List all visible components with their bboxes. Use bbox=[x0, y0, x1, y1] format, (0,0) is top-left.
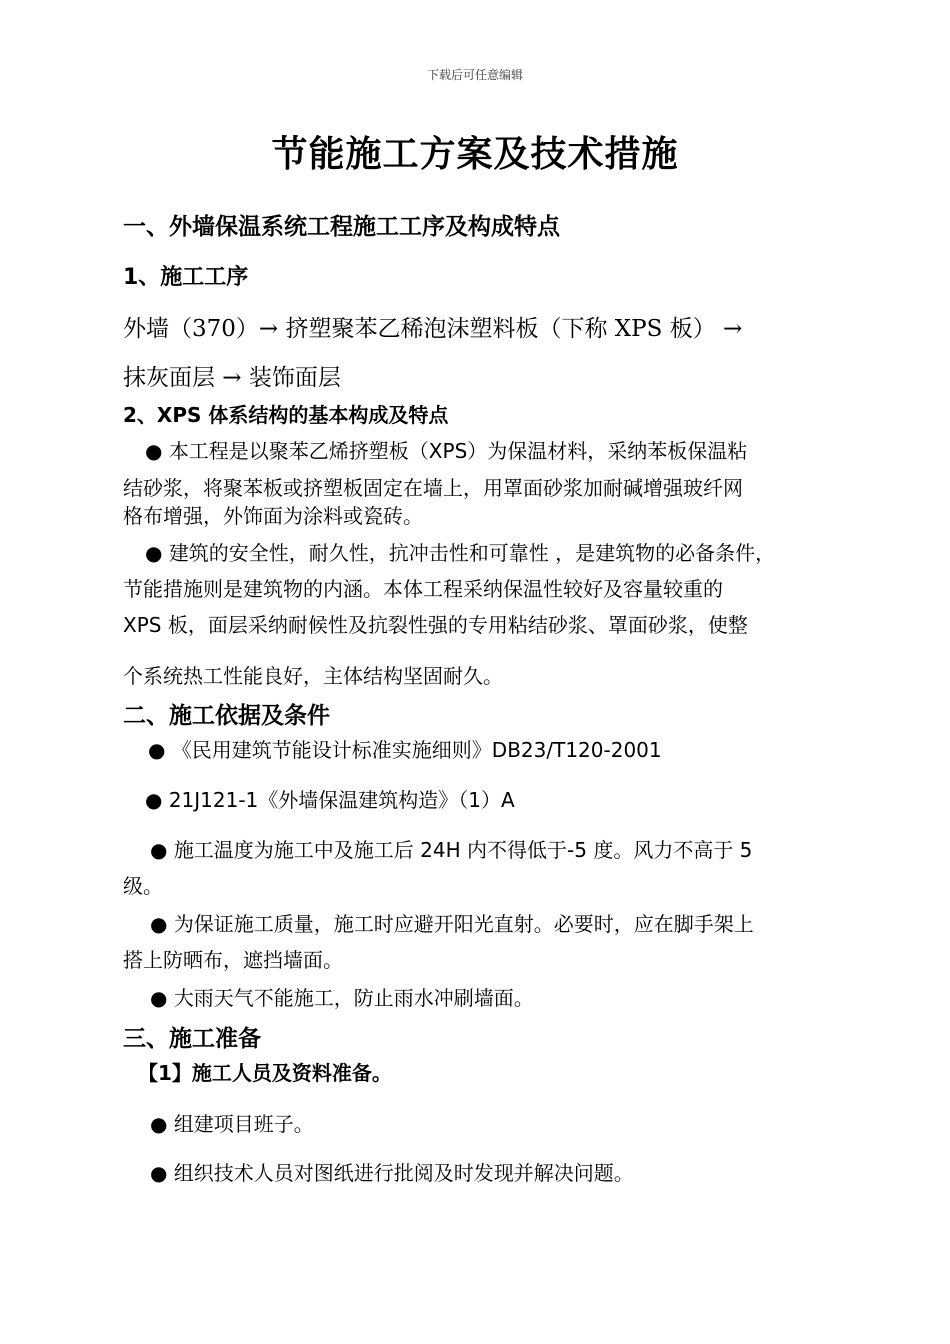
section3-sub1-heading: 【1】施工人员及资料准备。 bbox=[138, 1061, 392, 1085]
basis-item-2 bbox=[145, 784, 515, 813]
process-line-1: 外墙（370）→ 挤塑聚苯乙稀泡沫塑料板（下称 XPS 板） → bbox=[123, 316, 743, 342]
paragraph-2-line-4: 个系统热工性能良好，主体结构坚固耐久。 bbox=[123, 664, 503, 688]
bullet-icon: ● bbox=[145, 439, 163, 463]
basis-item-4-line-2: 搭上防晒布，遮挡墙面。 bbox=[123, 948, 343, 972]
basis-item-1 bbox=[148, 734, 662, 763]
basis-item-3-line-2: 级。 bbox=[123, 874, 163, 898]
header-note: 下载后可任意编辑 bbox=[426, 68, 523, 82]
prep-item-1-text: 组建项目班子。 bbox=[173, 1112, 314, 1136]
paragraph-2-text: 建筑的安全性，耐久性，抗冲击性和可靠性 ，是建筑物的必备条件， bbox=[168, 541, 776, 565]
bullet-icon: ● bbox=[150, 1112, 168, 1136]
basis-item-5-text: 大雨天气不能施工，防止雨水冲刷墙面。 bbox=[173, 986, 534, 1010]
document-title: 节能施工方案及技术措施 bbox=[271, 134, 679, 175]
paragraph-2-line-1 bbox=[145, 537, 775, 566]
bullet-icon: ● bbox=[150, 1161, 168, 1185]
bullet-icon: ● bbox=[150, 838, 168, 862]
prep-item-2 bbox=[150, 1157, 634, 1186]
paragraph-1-line-1 bbox=[145, 435, 747, 464]
prep-item-2-text: 组织技术人员对图纸进行批阅及时发现并解决问题。 bbox=[173, 1161, 634, 1185]
bullet-icon: ● bbox=[148, 738, 166, 762]
paragraph-1-line-2: 结砂浆，将聚苯板或挤塑板固定在墙上，用罩面砂浆加耐碱增强玻纤网 bbox=[123, 476, 743, 500]
paragraph-1-line-3: 格布增强，外饰面为涂料或瓷砖。 bbox=[123, 504, 423, 528]
basis-item-3-text: 施工温度为施工中及施工后 24H 内不得低于-5 度。风力不高于 5 bbox=[173, 838, 753, 862]
section1-heading: 一、外墙保温系统工程施工工序及构成特点 bbox=[123, 214, 560, 240]
basis-item-2-text: 21J121-1《外墙保温建筑构造》（1）A bbox=[168, 788, 515, 812]
section2-heading: 二、施工依据及条件 bbox=[123, 703, 330, 729]
bullet-icon: ● bbox=[150, 986, 168, 1010]
section1-sub2-heading: 2、XPS 体系结构的基本构成及特点 bbox=[123, 403, 449, 427]
basis-item-4-line-1 bbox=[150, 908, 754, 937]
bullet-icon: ● bbox=[145, 541, 163, 565]
bullet-icon: ● bbox=[145, 788, 163, 812]
basis-item-3-line-1 bbox=[150, 834, 752, 863]
bullet-icon: ● bbox=[150, 912, 168, 936]
paragraph-2-line-2: 节能措施则是建筑物的内涵。本体工程采纳保温性较好及容量较重的 bbox=[123, 577, 723, 601]
basis-item-5 bbox=[150, 982, 534, 1011]
section1-sub1-heading: 1、施工工序 bbox=[123, 265, 249, 290]
paragraph-1-text: 本工程是以聚苯乙烯挤塑板（XPS）为保温材料，采纳苯板保温粘 bbox=[168, 439, 748, 463]
paragraph-2-line-3: XPS 板，面层采纳耐候性及抗裂性强的专用粘结砂浆、罩面砂浆，使整 bbox=[123, 613, 748, 637]
basis-item-1-text: 《民用建筑节能设计标准实施细则》DB23/T120-2001 bbox=[171, 738, 662, 762]
basis-item-4-text: 为保证施工质量，施工时应避开阳光直射。必要时，应在脚手架上 bbox=[173, 912, 754, 936]
process-line-2: 抹灰面层 → 装饰面层 bbox=[123, 365, 341, 391]
prep-item-1 bbox=[150, 1108, 314, 1137]
section3-heading: 三、施工准备 bbox=[123, 1026, 261, 1052]
